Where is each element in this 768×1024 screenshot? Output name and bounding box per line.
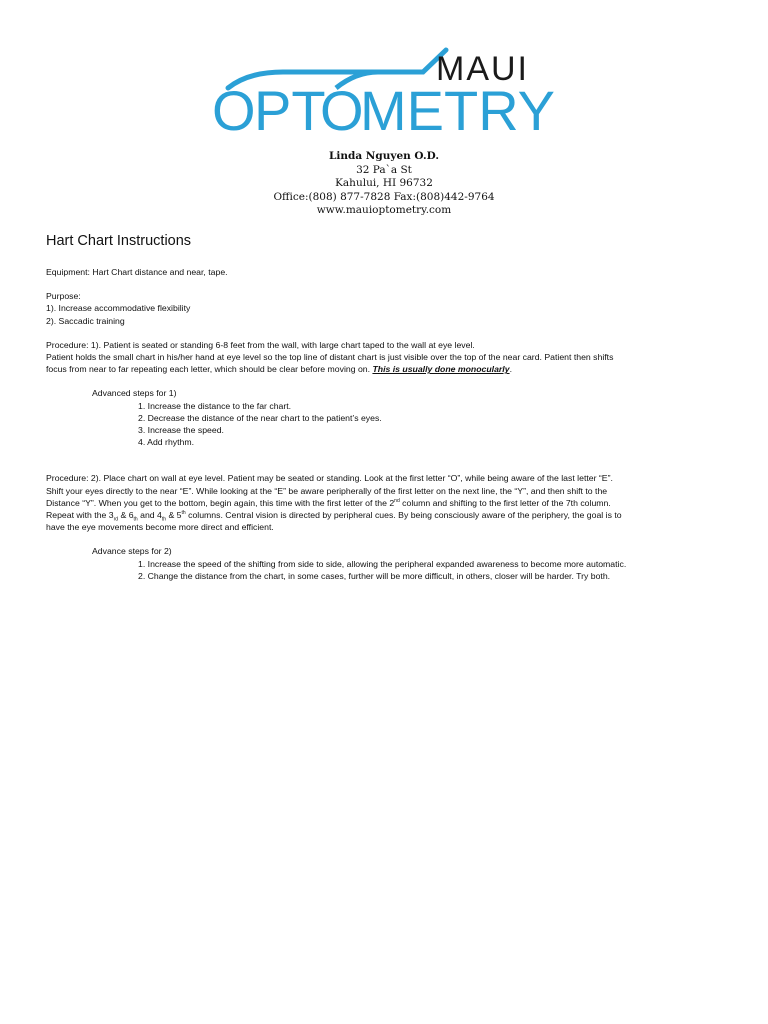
ordinal-suffix: nd	[394, 497, 400, 504]
street-address: 32 Pa`a St	[356, 163, 412, 176]
advanced-steps-2-label: Advance steps for 2)	[92, 546, 172, 557]
logo-word-maui: MAUI	[436, 50, 529, 88]
logo-letter-o-second: O	[320, 79, 364, 142]
procedure-2-line	[46, 509, 726, 521]
advanced-steps-1-label: Advanced steps for 1)	[92, 388, 177, 399]
monocular-emphasis: This is usually done monocularly	[372, 364, 510, 375]
logo-graphic	[208, 42, 568, 142]
advanced-step-item: 3. Increase the speed.	[138, 425, 224, 436]
city-state-zip: Kahului, HI 96732	[335, 177, 433, 190]
procedure-1-line	[46, 363, 726, 375]
procedure-1-period: .	[509, 364, 512, 375]
procedure-1-line: Procedure: 1). Patient is seated or standing 6-8 feet from the wall, with large chart taped to the wall at eye level.	[46, 339, 475, 350]
procedure-2-line: have the eye movements become more direct and efficient.	[46, 522, 274, 533]
website-link[interactable]: www.mauioptometry.com	[316, 204, 452, 217]
purpose-item: 1). Increase accommodative flexibility	[46, 303, 191, 314]
ordinal-suffix: th	[161, 516, 167, 523]
logo-letter-o-first: O	[212, 79, 256, 142]
equipment-line: Equipment: Hart Chart distance and near, tape.	[46, 267, 228, 277]
address-block	[0, 150, 768, 218]
advanced-step-item: 2. Decrease the distance of the near chart to the patient’s eyes.	[138, 412, 382, 423]
ordinal-suffix: th	[181, 510, 186, 517]
procedure-2-text: Distance “Y”. When you get to the bottom, begin again, this time with the first letter of the 2	[46, 497, 395, 508]
procedure-1-text: focus from near to far repeating each letter, which should be clear before moving on.	[46, 364, 373, 375]
procedure-2-line	[46, 497, 726, 509]
doctor-name: Linda Nguyen O.D.	[328, 150, 440, 162]
procedure-2-text: & 5	[166, 510, 182, 521]
phone-fax: Office:(808) 877-7828 Fax:(808)442-9764	[273, 190, 495, 203]
ordinal-suffix: rd	[113, 516, 119, 523]
procedure-2-text: Repeat with the 3	[46, 510, 114, 521]
advanced-step-item: 1. Increase the speed of the shifting from side to side, allowing the peripheral expanded awareness to become more automatic.	[138, 558, 627, 569]
purpose-label: Purpose:	[46, 291, 81, 302]
procedure-1-line: Patient holds the small chart in his/her hand at eye level so the top line of distant chart is just visible over the top of the near card. Patient then shifts	[46, 352, 614, 363]
logo-letters-metry: METRY	[360, 79, 555, 142]
logo-letters-pt: PT	[254, 79, 326, 142]
purpose-item: 2). Saccadic training	[46, 315, 125, 326]
advanced-step-item: 4. Add rhythm.	[138, 437, 195, 448]
procedure-2-line: Procedure: 2). Place chart on wall at eye level. Patient may be seated or standing. Look at the first letter “O”, while being aware of the last letter “E”.	[46, 473, 613, 484]
procedure-2-line: Shift your eyes directly to the near “E”. While looking at the “E” be aware peripherally of the first letter on the next line, the “Y”, and then shift to the	[46, 485, 608, 496]
procedure-2-text: & 6	[118, 510, 134, 521]
procedure-2-text: and 4	[137, 510, 162, 521]
advanced-step-item: 1. Increase the distance to the far chart.	[138, 400, 292, 411]
document-content	[46, 232, 726, 582]
procedure-2-text: column and shifting to the first letter of the 7th column.	[399, 497, 611, 508]
maui-optometry-logo	[208, 42, 568, 142]
advanced-step-item: 2. Change the distance from the chart, in some cases, further will be more difficult, in others, closer will be harder. Try both.	[138, 570, 611, 581]
procedure-2-text: columns. Central vision is directed by peripheral cues. By being consciously aware of the periphery, the goal is to	[185, 510, 622, 521]
document-title: Hart Chart Instructions	[46, 233, 192, 249]
ordinal-suffix: th	[133, 516, 138, 523]
